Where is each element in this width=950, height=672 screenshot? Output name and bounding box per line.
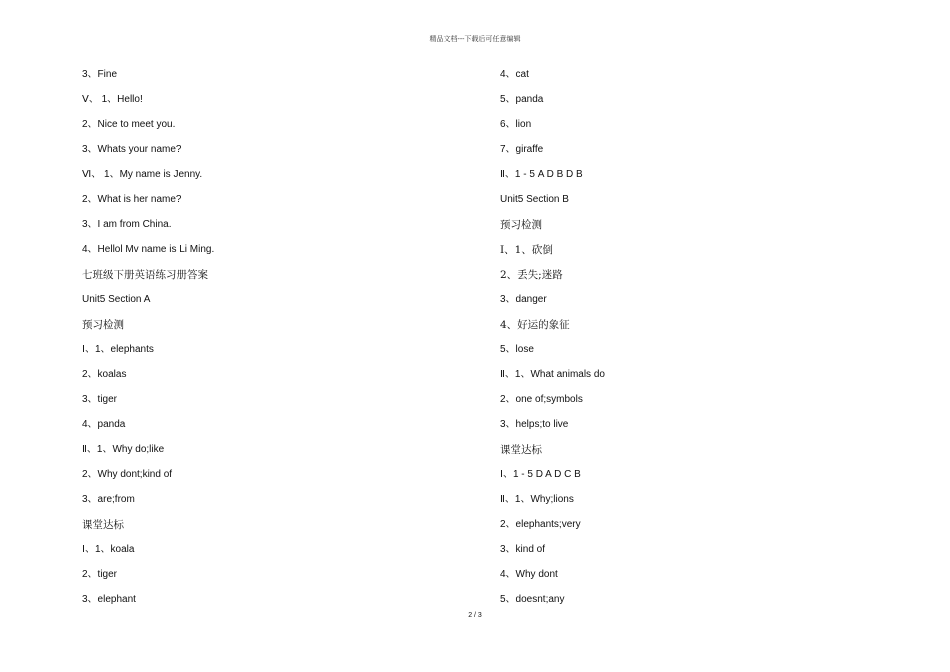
- left-column: [82, 66, 214, 616]
- answer-line: 5、panda: [500, 94, 544, 105]
- page-number: 2 / 3: [468, 612, 482, 619]
- answer-line: 2、What is her name?: [82, 194, 182, 205]
- answer-line: 6、lion: [500, 119, 532, 130]
- section-heading: 七班级下册英语练习册答案: [82, 269, 208, 281]
- answer-line: Ⅰ、1、elephants: [82, 344, 154, 355]
- answer-line: Ⅱ、1、Why;lions: [500, 494, 574, 505]
- answer-line: Ⅴ、 1、Hello!: [82, 94, 143, 105]
- answer-line: 3、Whats your name?: [82, 144, 182, 155]
- answer-line: 4、Why dont: [500, 569, 558, 580]
- answer-line: 4、cat: [500, 69, 529, 80]
- answer-line: 2、丢失;迷路: [500, 269, 563, 281]
- answer-line: 4、好运的象征: [500, 319, 570, 331]
- answer-line: 4、panda: [82, 419, 126, 430]
- answer-line: 2、Nice to meet you.: [82, 119, 176, 130]
- answer-line: Ⅱ、1、What animals do: [500, 369, 605, 380]
- answer-line: 5、doesnt;any: [500, 594, 565, 605]
- answer-line: Ⅱ、1 - 5 A D B D B: [500, 169, 583, 180]
- answer-line: 2、Why dont;kind of: [82, 469, 173, 480]
- answer-line: 4、Hellol Mv name is Li Ming.: [82, 244, 215, 255]
- answer-line: Ⅰ、1、koala: [82, 544, 135, 555]
- right-column: [500, 66, 605, 616]
- answer-line: Ⅰ、1 - 5 D A D C B: [500, 469, 581, 480]
- answer-line: 2、koalas: [82, 369, 127, 380]
- answer-line: 2、elephants;very: [500, 519, 581, 530]
- answer-line: 3、Fine: [82, 69, 118, 80]
- section-heading: 课堂达标: [82, 519, 124, 531]
- section-heading: 预习检测: [82, 319, 124, 331]
- unit-heading: Unit5 Section A: [82, 294, 151, 305]
- answer-line: 3、are;from: [82, 494, 135, 505]
- answer-line: 3、danger: [500, 294, 547, 305]
- unit-heading: Unit5 Section B: [500, 194, 569, 205]
- answer-line: 3、helps;to live: [500, 419, 569, 430]
- answer-line: 2、tiger: [82, 569, 118, 580]
- answer-line: 2、one of;symbols: [500, 394, 583, 405]
- answer-line: 3、elephant: [82, 594, 136, 605]
- page-header: 精品文档---下载后可任意编辑: [429, 36, 521, 43]
- answer-line: Ⅵ、 1、My name is Jenny.: [82, 169, 203, 180]
- section-heading: 课堂达标: [500, 444, 542, 456]
- answer-line: 3、tiger: [82, 394, 118, 405]
- section-heading: 预习检测: [500, 219, 542, 231]
- answer-line: Ⅱ、1、Why do;like: [82, 444, 165, 455]
- answer-line: Ⅰ、1、砍倒: [500, 244, 553, 256]
- answer-line: 3、I am from China.: [82, 219, 172, 230]
- answer-line: 7、giraffe: [500, 144, 544, 155]
- answer-line: 3、kind of: [500, 544, 546, 555]
- answer-line: 5、lose: [500, 344, 534, 355]
